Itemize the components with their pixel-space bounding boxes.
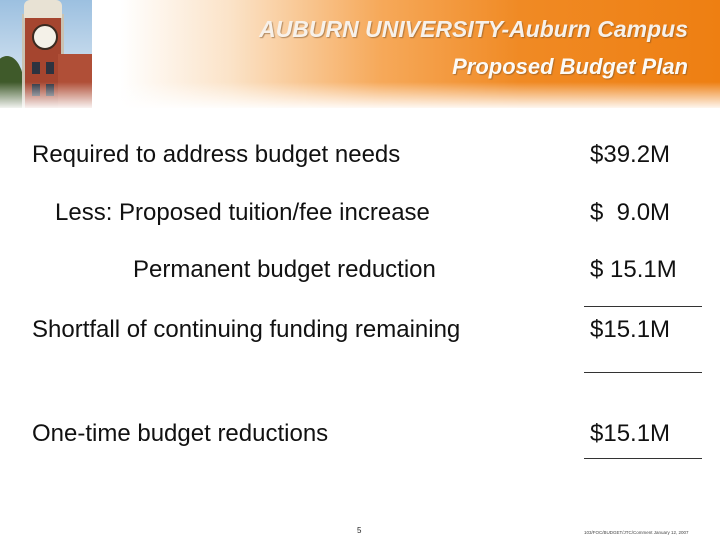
divider-line bbox=[584, 458, 702, 459]
row-value-tuition-increase: $ 9.0M bbox=[590, 199, 671, 226]
row-value-required: $39.2M bbox=[590, 141, 671, 168]
header-fade bbox=[0, 82, 720, 110]
row-label-one-time: One-time budget reductions bbox=[32, 420, 329, 447]
page-title: AUBURN UNIVERSITY-Auburn Campus bbox=[259, 16, 688, 42]
row-value-permanent-reduction: $ 15.1M bbox=[590, 256, 677, 283]
divider-line bbox=[584, 372, 702, 373]
header-banner bbox=[0, 0, 720, 108]
tower-window bbox=[46, 62, 54, 74]
tower-cap bbox=[24, 0, 62, 18]
page-subtitle: Proposed Budget Plan bbox=[452, 54, 688, 79]
page-number: 5 bbox=[357, 526, 362, 535]
row-label-tuition-increase: Less: Proposed tuition/fee increase bbox=[55, 199, 430, 226]
footer-note: 103/FOC/BUDGET/JTC/Comment January 12, 2007 bbox=[584, 530, 689, 535]
row-value-shortfall: $15.1M bbox=[590, 316, 671, 343]
tower-window bbox=[32, 62, 40, 74]
row-label-permanent-reduction: Permanent budget reduction bbox=[133, 256, 436, 283]
clock-face-icon bbox=[32, 24, 58, 50]
row-label-shortfall: Shortfall of continuing funding remaining bbox=[32, 316, 461, 343]
divider-line bbox=[584, 306, 702, 307]
row-label-required: Required to address budget needs bbox=[32, 141, 401, 168]
row-value-one-time: $15.1M bbox=[590, 420, 671, 447]
